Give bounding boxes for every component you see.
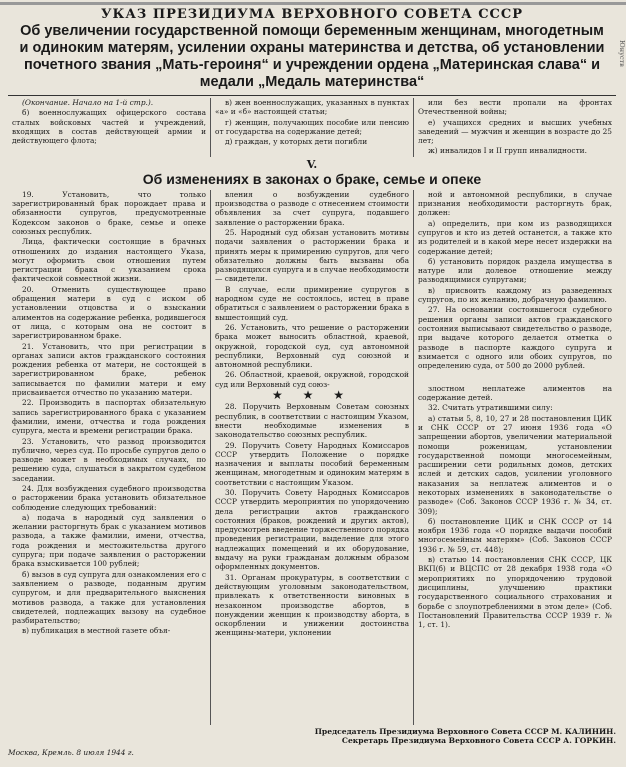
divider: [8, 95, 616, 96]
paragraph: 21. Установить, что при регистрации в органах записи актов гражданского состояния рождения ребенка от матери, не состоящей в зарегистрированном браке, ребенок записывается по фамилии матери и ему присваивается отчество по указанию матери.: [12, 341, 206, 398]
place-date: Москва, Кремль. 8 июля 1944 г.: [8, 747, 134, 757]
paragraph: ж) инвалидов I и II групп инвалидности.: [428, 146, 587, 156]
paragraph: г) женщин, получающих пособие или пенсию от государства на содержание детей;: [215, 117, 409, 136]
paragraph: 20. Отменить существующее право обращения матери в суд с иском об установлении отцовства и о взыскании алиментов на содержание ребенка, родившегося от лица, с которым она не состоит в зарегистрированном браке.: [12, 284, 206, 341]
continuation-col-3: [413, 98, 616, 157]
paragraph: б) постановление ЦИК и СНК СССР от 14 ноября 1936 года «О порядке выдачи пособий многосемейным матерям» (Соб. Законов СССР 1936 г. № 59, ст. 448);: [418, 516, 612, 554]
signature-block: [8, 727, 616, 746]
paragraph: 27. На основании состоявшегося судебного решения органы записи актов гражданского состояния выписывают свидетельство о разводе, при выдаче которого делается отметка о разводе в паспорте каждого супруга и взимается с одного или обоих супругов, по определению суда, от 500 до 2000 рублей.: [418, 305, 612, 371]
paragraph: в) присвоить каждому из разведенных супругов, по их желанию, добрачную фамилию.: [418, 285, 612, 305]
paragraph: б) вызов в суд супруга для ознакомления его с заявлением о разводе, поданным другим супругом, и для предварительного выяснения мотивов развода, а также для установления свидетелей, подлежащих вызову на судебное разбирательство;: [12, 569, 206, 626]
paragraph: или без вести пропали на фронтах Отечественной войны;: [418, 98, 612, 117]
paragraph: 22. Производить в паспортах обязательную запись зарегистрированного брака с указанием фамилии, имени, отчества и года рождения супруга, места и времени регистрации брака.: [12, 398, 206, 436]
paragraph: 29. Поручить Совету Народных Комиссаров СССР утвердить Положение о порядке назначения и выплаты пособий беременным женщинам, многодетным и одиноким матерям в соответствии с настоящим Указом.: [215, 440, 409, 487]
paragraph: 31. Органам прокуратуры, в соответствии с действующим уголовным законодательством, привлекать к ответственности виновных в незаконном производстве абортов, в понуждении женщин к производству аборта, в оскорблении и унижении достоинства женщины-матери, уклонении: [215, 572, 409, 638]
body-col-1: [8, 190, 210, 725]
signature-chairman: Председатель Президиума Верховного Совета СССР М. КАЛИНИН.: [314, 726, 616, 736]
paragraph: а) статьи 5, 8, 10, 27 и 28 постановления ЦИК и СНК СССР от 27 июня 1936 года «О запрещении абортов, увеличении материальной помощи роженицам, установлении государственной помощи многосемейным, расширении сети родильных домов, детских яслей и детских садов, усилении уголовного наказания за неплатеж алиментов и о некоторых изменениях в законодательстве о разводе» (Соб. Законов СССР 1936 г. № 34, ст. 309);: [418, 413, 612, 516]
paragraph: д) граждан, у которых дети погибли: [225, 137, 368, 147]
paragraph: злостном неплатеже алиментов на содержание детей.: [418, 383, 612, 403]
paragraph: 19. Установить, что только зарегистрированный брак порождает права и обязанности супругов, предусмотренные Кодексом законов о браке, семье и опеке союзных республик.: [12, 189, 206, 236]
body-col-2: [210, 190, 413, 725]
paragraph: 26. Установить, что решение о расторжении брака может выносить областной, краевой, окружной, городской суд, суд автономной республики, Верховный суд союзной и автономной республики.: [215, 322, 409, 370]
section-body: [8, 190, 616, 725]
paragraph: В случае, если примирение супругов в народном суде не состоялось, истец в праве обратиться с заявлением о расторжении брака в вышестоящий суд.: [215, 284, 409, 322]
stars-divider: ★ ★ ★: [272, 388, 352, 403]
decree-headline: Об увеличении государственной помощи беременным женщинам, многодетным и одиноким матерям, усилении охраны материнства и детства, об установлении почетного звания „Мать-героиня“ и учреждении ордена „Материнская слава“ и медали „Медаль материнства“: [19, 23, 605, 90]
paragraph: 30. Поручить Совету Народных Комиссаров СССР утвердить мероприятия по упорядочению дела регистрации актов гражданского состояния (браков, рождений и других актов), предусмотрев введение торжественного порядка проведения регистрации, выделение для этого надлежащих помещений и их оборудование, выдачу на руки гражданам должным образом оформленных документов.: [215, 487, 409, 572]
paragraph: ной и автономной республики, в случае признания необходимости расторгнуть брак, должен:: [418, 189, 612, 218]
continuation-block: [8, 98, 616, 157]
paragraph: б) установить порядок раздела имущества в натуре или долевое отношение между разводящимися супругами;: [418, 256, 612, 285]
top-edge: [0, 2, 626, 5]
paragraph: в) статью 14 постановления СНК СССР, ЦК ВКП(б) и ВЦСПС от 28 декабря 1938 года «О мероприятиях по упорядочению трудовой дисциплины, улучшению практики государственного социального страхования и борьбе с злоупотреблениями в этом деле» (Соб. Постановлений Правительства СССР 1939 г. № 1, ст. 1).: [418, 555, 612, 630]
section-title: Об изменениях в законах о браке, семье и опеке: [142, 170, 482, 187]
decree-header: УКАЗ ПРЕЗИДИУМА ВЕРХОВНОГО СОВЕТА СССР: [100, 7, 524, 22]
paragraph: а) подача в народный суд заявления о желании расторгнуть брак с указанием мотивов развода, а также фамилии, имени, отчества, года рождения и местожительства другого супруга; при подаче заявления о расторжении брака взыскивается 100 рублей;: [12, 512, 206, 569]
paragraph: Лица, фактически состоящие в брачных отношениях до издания настоящего Указа, могут оформить свои отношения путем регистрации брака с указанием срока фактической совместной жизни.: [12, 237, 206, 284]
paragraph: 24. Для возбуждения судебного производства о расторжении брака установить обязательное соблюдение следующих требований:: [12, 483, 206, 512]
paragraph: 23. Установить, что развод производится публично, через суд. По просьбе супругов дело о разводе может в необходимых случаях, по решению суда, слушаться в закрытом судебном заседании.: [12, 436, 206, 483]
continuation-note: (Окончание. Начало на 1-й стр.).: [22, 98, 154, 107]
paragraph: в) публикация в местной газете объя-: [22, 626, 171, 636]
paragraph: в) жен военнослужащих, указанных в пунктах «а» и «б» настоящей статьи;: [215, 98, 409, 117]
continuation-col-1: [8, 98, 210, 157]
paragraph: е) учащихся средних и высших учебных заведений — мужчин и женщин в возрасте до 25 лет;: [418, 117, 612, 146]
body-col-3: [413, 190, 616, 725]
section-numeral: V.: [306, 157, 318, 171]
paragraph: 25. Народный суд обязан установить мотивы подачи заявления о расторжении брака и принять меры к примирению супругов, для чего обязательно должны быть вызваны оба разводящихся супруга и в случае необходимости — свидетели.: [215, 227, 409, 284]
paragraph: вления о возбуждении судебного производства о разводе с отнесением стоимости объявления за счет супруга, подавшего заявление о расторжении брака.: [215, 189, 409, 227]
margin-note: Юнуств: [618, 40, 626, 67]
paragraph: 26. Областной, краевой, окружной, городской суд или Верховный суд союз-: [215, 370, 409, 389]
signature-secretary: Секретарь Президиума Верховного Совета СССР А. ГОРКИН.: [341, 736, 616, 746]
stars-spacer: [418, 372, 612, 381]
paragraph: а) определить, при ком из разводящихся супругов и кто из детей останется, а также кто из родителей и в какой мере несет издержки на содержание детей;: [418, 218, 612, 256]
paragraph: 28. Поручить Верховным Советам союзных республик, в соответствии с настоящим Указом, внести необходимые изменения в законодательство союзных республик.: [215, 402, 409, 440]
paragraph: 32. Считать утратившими силу:: [428, 403, 553, 413]
continuation-col-2: [210, 98, 413, 157]
paragraph: б) военнослужащих офицерского состава сталых войсковых частей и учреждений, входящих в состав действующей армии и действующего флота;: [12, 108, 206, 146]
